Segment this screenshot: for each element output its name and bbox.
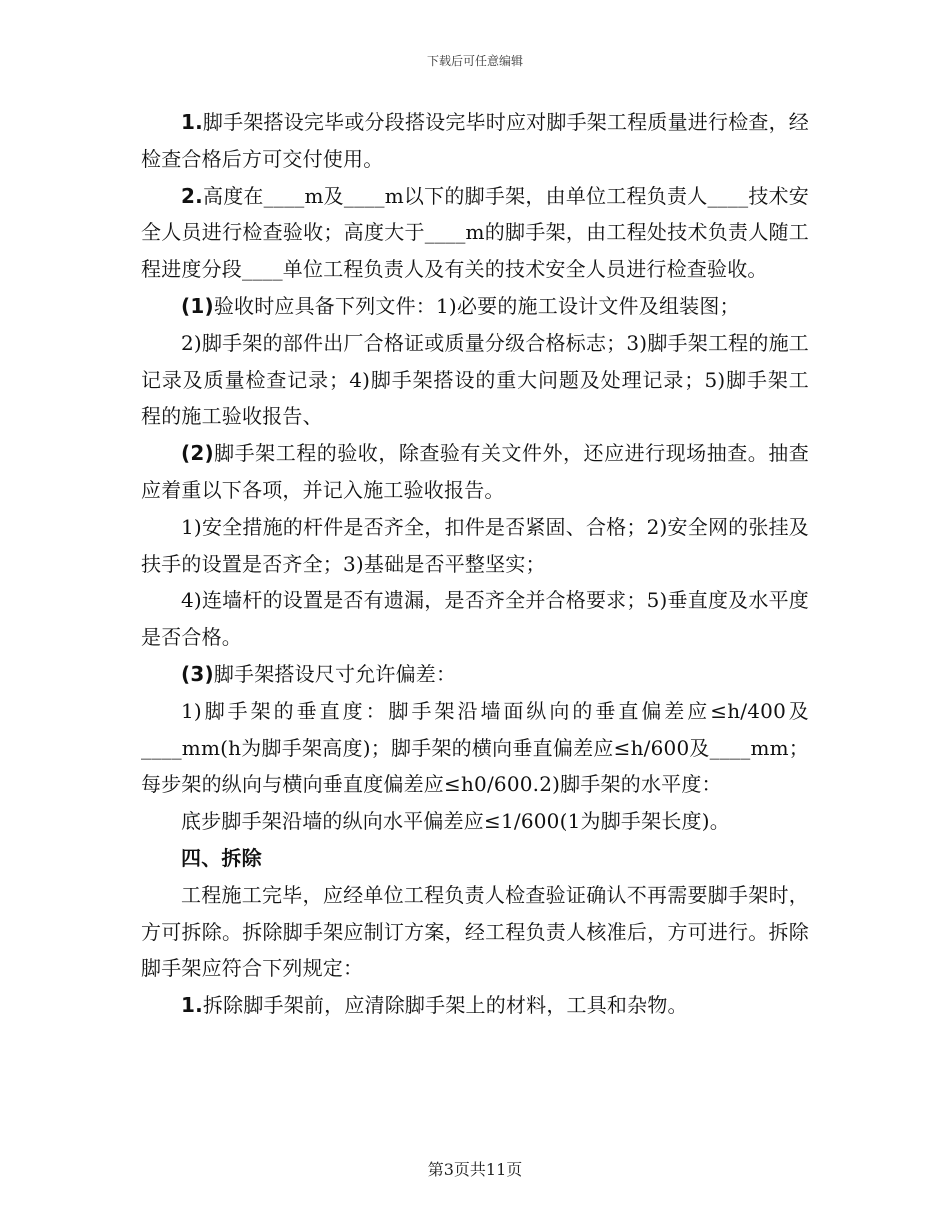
paragraph-text: 工程施工完毕，应经单位工程负责人检查验证确认不再需要脚手架时，方可拆除。拆除脚手架应制订方案，经工程负责人核准后，方可进行。拆除脚手架应符合下列规定： — [141, 882, 809, 981]
paragraph-text: 1)脚手架的垂直度：脚手架沿墙面纵向的垂直偏差应≤h/400及____mm(h为脚手架高度)；脚手架的横向垂直偏差应≤h/600及____mm；每步架的纵向与横向垂直度偏差应≤h0/600.2)脚手架的水平度： — [141, 698, 809, 797]
paragraph-text: 脚手架搭设尺寸允许偏差： — [213, 661, 457, 686]
page-header: 下载后可任意编辑 — [426, 54, 523, 68]
item-number: (3) — [181, 661, 214, 686]
paragraph-13 — [141, 987, 809, 1024]
document-body — [141, 104, 809, 1024]
paragraph-10 — [141, 803, 809, 840]
page-footer: 第3页共11页 — [427, 1160, 523, 1179]
section-heading — [141, 840, 809, 877]
paragraph-4 — [141, 325, 809, 435]
paragraph-text: 2)脚手架的部件出厂合格证或质量分级合格标志；3)脚手架工程的施工记录及质量检查记录；4)脚手架搭设的重大问题及处理记录；5)脚手架工程的施工验收报告、 — [141, 330, 809, 429]
paragraph-text: 高度在____m及____m以下的脚手架，由单位工程负责人____技术安全人员进行检查验收；高度大于____m的脚手架，由工程处技术负责人随工程进度分段____单位工程负责人及有关的技术安全人员进行检查验收。 — [141, 183, 809, 282]
paragraph-text: 验收时应具备下列文件：1)必要的施工设计文件及组装图； — [213, 293, 740, 318]
paragraph-12 — [141, 877, 809, 987]
paragraph-text: 1)安全措施的杆件是否齐全，扣件是否紧固、合格；2)安全网的张挂及扶手的设置是否齐全；3)基础是否平整坚实； — [141, 514, 809, 576]
paragraph-text: 脚手架工程的验收，除查验有关文件外，还应进行现场抽查。抽查应着重以下各项，并记入施工验收报告。 — [141, 441, 809, 502]
paragraph-8 — [141, 656, 809, 693]
item-number: (2) — [181, 441, 214, 466]
paragraph-9 — [141, 693, 809, 803]
paragraph-2 — [141, 178, 809, 288]
item-number: 2. — [181, 183, 203, 208]
paragraph-7 — [141, 582, 809, 656]
paragraph-text: 拆除脚手架前，应清除脚手架上的材料，工具和杂物。 — [202, 993, 688, 1018]
paragraph-6 — [141, 509, 809, 583]
paragraph-text: 4)连墙杆的设置是否有遗漏，是否齐全并合格要求；5)垂直度及水平度是否合格。 — [141, 588, 809, 650]
item-number: 1. — [181, 993, 203, 1018]
heading-text: 四、拆除 — [181, 845, 262, 870]
item-number: 1. — [181, 110, 203, 134]
paragraph-3 — [141, 288, 809, 325]
paragraph-1 — [141, 104, 809, 178]
paragraph-5 — [141, 435, 809, 509]
paragraph-text: 脚手架搭设完毕或分段搭设完毕时应对脚手架工程质量进行检查，经检查合格后方可交付使用。 — [141, 110, 809, 171]
paragraph-text: 底步脚手架沿墙的纵向水平偏差应≤1/600(1为脚手架长度)。 — [181, 809, 730, 834]
item-number: (1) — [181, 293, 214, 318]
